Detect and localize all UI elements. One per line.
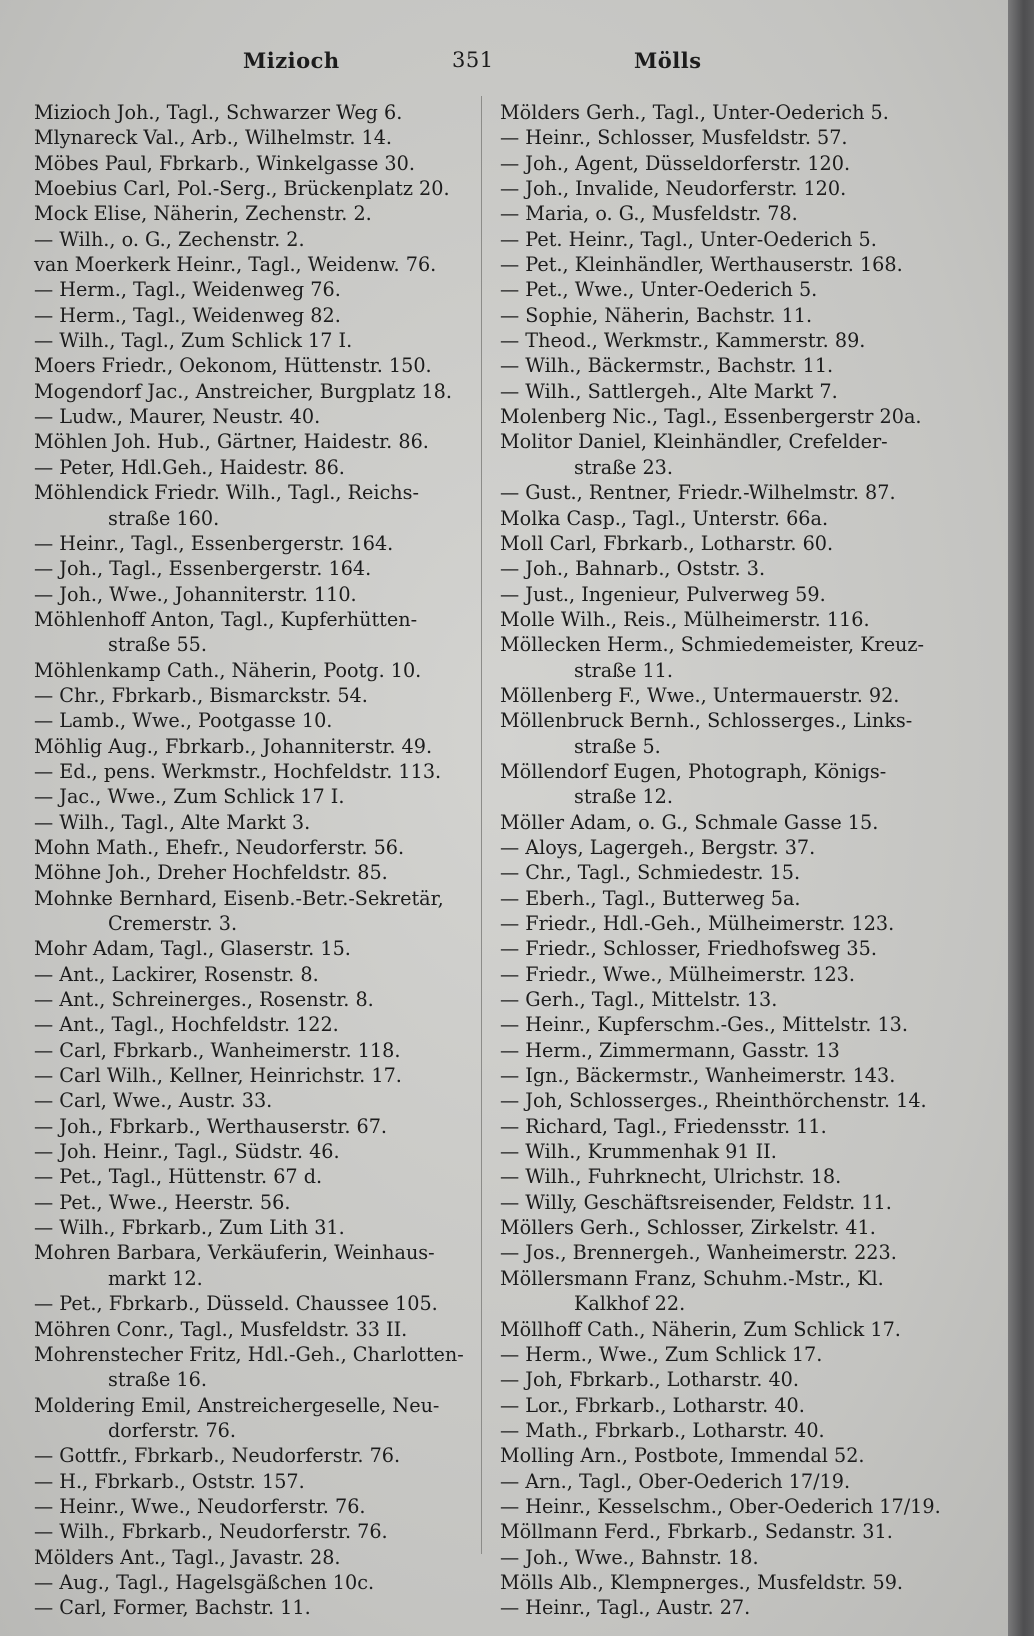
entry-continuation: straße 11. [574,658,673,682]
header-left-keyword: Mizioch [243,48,340,73]
entry-text: — Carl, Former, Bachstr. 11. [34,1596,311,1620]
entry-text: — Heinr., Kesselschm., Ober-Oederich 17/19. [500,1494,941,1518]
entry-text: Möllenberg F., Wwe., Untermauerstr. 92. [500,683,900,707]
page-number: 351 [452,48,494,72]
directory-entry [500,1139,940,1164]
directory-entry [500,1418,940,1443]
entry-text: — Joh., Tagl., Essenbergerstr. 164. [34,557,372,581]
directory-entry [34,683,474,708]
directory-entry [34,1494,474,1519]
entry-text: — Pet., Kleinhändler, Werthauserstr. 168. [500,253,903,277]
entry-text: — Math., Fbrkarb., Lotharstr. 40. [500,1418,825,1442]
entry-text: — Gust., Rentner, Friedr.-Wilhelmstr. 87. [500,481,896,505]
entry-text: van Moerkerk Heinr., Tagl., Weidenw. 76. [34,253,437,277]
directory-entry [34,1088,474,1113]
entry-continuation: Kalkhof 22. [574,1292,686,1316]
directory-entry [500,1266,940,1317]
entry-text: Molitor Daniel, Kleinhändler, Crefelder- [500,430,888,454]
entry-continuation: straße 5. [574,734,661,758]
directory-entry [34,962,474,987]
entry-text: — Wilh., Fuhrknecht, Ulrichstr. 18. [500,1165,842,1189]
entry-text: — Gerh., Tagl., Mittelstr. 13. [500,988,778,1012]
entry-text: — Jac., Wwe., Zum Schlick 17 I. [34,785,345,809]
directory-entry [500,759,940,810]
entry-text: — Carl, Wwe., Austr. 33. [34,1089,273,1113]
entry-text: — Ign., Bäckermstr., Wanheimerstr. 143. [500,1064,896,1088]
directory-entry [34,1114,474,1139]
directory-entry [500,835,940,860]
entry-text: — Peter, Hdl.Geh., Haidestr. 86. [34,455,345,479]
directory-entry [500,607,940,632]
directory-entry [500,962,940,987]
directory-entry [34,886,474,937]
entry-text: — Heinr., Wwe., Neudorferstr. 76. [34,1494,366,1518]
directory-entry [500,1240,940,1265]
directory-entry [34,582,474,607]
directory-entry [500,1519,940,1544]
directory-entry [34,379,474,404]
directory-entry [500,1114,940,1139]
entry-text: — Joh, Schlosserges., Rheinthörchenstr. 14. [500,1089,927,1113]
entry-text: — Heinr., Tagl., Austr. 27. [500,1596,751,1620]
entry-text: — Pet. Heinr., Tagl., Unter-Oederich 5. [500,227,877,251]
directory-entry [500,252,940,277]
directory-entry [500,353,940,378]
directory-entry [34,759,474,784]
directory-entry [34,1393,474,1444]
directory-entry [500,125,940,150]
entry-text: Möllmann Ferd., Fbrkarb., Sedanstr. 31. [500,1520,893,1544]
directory-entry [500,911,940,936]
entry-text: — Gottfr., Fbrkarb., Neudorferstr. 76. [34,1444,401,1468]
directory-entry [34,531,474,556]
right-column [500,100,940,1621]
entry-text: — Heinr., Schlosser, Musfeldstr. 57. [500,126,848,150]
entry-text: — Carl, Fbrkarb., Wanheimerstr. 118. [34,1038,401,1062]
entry-continuation: markt 12. [108,1266,203,1290]
entry-text: — Aloys, Lagergeh., Bergstr. 37. [500,835,816,859]
page-header [0,48,1008,88]
directory-entry [500,1494,940,1519]
entry-text: — Joh., Agent, Düsseldorferstr. 120. [500,151,851,175]
directory-entry [500,708,940,759]
entry-text: — Joh., Wwe., Johanniterstr. 110. [34,582,357,606]
directory-entry [34,328,474,353]
directory-entry [34,1595,474,1620]
entry-text: — Wilh., Tagl., Alte Markt 3. [34,810,311,834]
directory-entry [34,1291,474,1316]
entry-text: — Herm., Tagl., Weidenweg 82. [34,303,341,327]
directory-entry [34,404,474,429]
directory-entry [34,252,474,277]
directory-entry [500,1443,940,1468]
entry-text: Möllers Gerh., Schlosser, Zirkelstr. 41. [500,1216,876,1240]
directory-entry [34,835,474,860]
entry-text: Mlynareck Val., Arb., Wilhelmstr. 14. [34,126,393,150]
directory-entry [34,303,474,328]
directory-entry [34,1240,474,1291]
directory-entry [500,1595,940,1620]
entry-text: — Joh., Fbrkarb., Werthauserstr. 67. [34,1114,388,1138]
directory-entry [500,506,940,531]
entry-text: — Wilh., Fbrkarb., Neudorferstr. 76. [34,1520,388,1544]
directory-entry [34,1190,474,1215]
directory-entry [34,1164,474,1189]
directory-entry [34,201,474,226]
entry-text: — Lamb., Wwe., Pootgasse 10. [34,709,333,733]
directory-entry [500,1545,940,1570]
entry-text: Moebius Carl, Pol.-Serg., Brückenplatz 20. [34,177,450,201]
entry-text: — Pet., Fbrkarb., Düsseld. Chaussee 105. [34,1292,438,1316]
entry-text: Mohr Adam, Tagl., Glaserstr. 15. [34,937,351,961]
directory-entry [500,936,940,961]
entry-text: Möhren Conr., Tagl., Musfeldstr. 33 II. [34,1317,408,1341]
directory-entry [500,1469,940,1494]
entry-text: — Wilh., o. G., Zechenstr. 2. [34,227,305,251]
directory-entry [500,683,940,708]
directory-entry [34,353,474,378]
directory-entry [500,1215,940,1240]
directory-entry [34,1570,474,1595]
entry-text: Möllendorf Eugen, Photograph, Königs- [500,759,887,783]
entry-text: Möllecken Herm., Schmiedemeister, Kreuz- [500,633,925,657]
entry-text: Molle Wilh., Reis., Mülheimerstr. 116. [500,607,870,631]
entry-text: — Jos., Brennergeh., Wanheimerstr. 223. [500,1241,897,1265]
directory-entry [500,886,940,911]
directory-entry [34,227,474,252]
directory-entry [34,860,474,885]
entry-continuation: Cremerstr. 3. [108,912,238,935]
column-divider [481,96,482,1554]
entry-text: — Eberh., Tagl., Butterweg 5a. [500,886,801,910]
directory-entry [500,1063,940,1088]
entry-text: Möhne Joh., Dreher Hochfeldstr. 85. [34,861,388,885]
directory-entry [34,810,474,835]
entry-text: — Maria, o. G., Musfeldstr. 78. [500,202,798,226]
directory-entry [500,1012,940,1037]
entry-text: — Ant., Tagl., Hochfeldstr. 122. [34,1013,339,1037]
directory-entry [500,404,940,429]
entry-continuation: straße 160. [108,506,220,530]
entry-text: Mizioch Joh., Tagl., Schwarzer Weg 6. [34,101,403,124]
directory-entry [500,531,940,556]
entry-text: — Wilh., Tagl., Zum Schlick 17 I. [34,329,353,353]
entry-text: Möllersmann Franz, Schuhm.-Mstr., Kl. [500,1266,884,1290]
entry-text: Möbes Paul, Fbrkarb., Winkelgasse 30. [34,151,415,175]
entry-text: — Ludw., Maurer, Neustr. 40. [34,405,321,429]
entry-text: — Joh., Invalide, Neudorferstr. 120. [500,177,847,201]
directory-entry [500,227,940,252]
entry-text: — Ed., pens. Werkmstr., Hochfeldstr. 113. [34,759,442,783]
directory-entry [500,379,940,404]
entry-text: — Joh, Fbrkarb., Lotharstr. 40. [500,1368,799,1392]
entry-text: — Herm., Wwe., Zum Schlick 17. [500,1342,823,1366]
directory-entry [34,734,474,759]
entry-text: — Pet., Tagl., Hüttenstr. 67 d. [34,1165,323,1189]
directory-entry [500,1317,940,1342]
entry-text: Mohrenstecher Fritz, Hdl.-Geh., Charlotten- [34,1342,464,1366]
directory-entry [500,100,940,125]
entry-text: — Just., Ingenieur, Pulverweg 59. [500,582,826,606]
entry-text: — Willy, Geschäftsreisender, Feldstr. 11. [500,1190,892,1214]
directory-entry [500,860,940,885]
entry-text: — Lor., Fbrkarb., Lotharstr. 40. [500,1393,805,1417]
entry-text: Moers Friedr., Oekonom, Hüttenstr. 150. [34,354,432,378]
entry-text: Molka Casp., Tagl., Unterstr. 66a. [500,506,829,530]
entry-text: Möllhoff Cath., Näherin, Zum Schlick 17. [500,1317,901,1341]
entry-text: Mohnke Bernhard, Eisenb.-Betr.-Sekretär, [34,886,444,910]
entry-text: Mohn Math., Ehefr., Neudorferstr. 56. [34,835,405,859]
directory-entry [34,607,474,658]
entry-continuation: straße 55. [108,633,207,657]
entry-text: — Friedr., Wwe., Mülheimerstr. 123. [500,962,855,986]
directory-entry [34,455,474,480]
entry-text: — Herm., Tagl., Weidenweg 76. [34,278,341,302]
entry-text: Mölls Alb., Klempnerges., Musfeldstr. 59. [500,1570,904,1594]
directory-entry [34,100,474,125]
entry-text: Möhlen Joh. Hub., Gärtner, Haidestr. 86. [34,430,429,454]
entry-text: — Ant., Lackirer, Rosenstr. 8. [34,962,319,986]
entry-text: — Aug., Tagl., Hagelsgäßchen 10c. [34,1570,375,1594]
entry-text: Molling Arn., Postbote, Immendal 52. [500,1444,865,1468]
directory-entry [34,1342,474,1393]
entry-text: — Wilh., Bäckermstr., Bachstr. 11. [500,354,834,378]
directory-entry [34,429,474,454]
entry-text: Möhlenkamp Cath., Näherin, Pootg. 10. [34,658,422,682]
directory-entry [500,429,940,480]
entry-text: Möhlig Aug., Fbrkarb., Johanniterstr. 49. [34,734,433,758]
directory-entry [500,1367,940,1392]
entry-text: Molenberg Nic., Tagl., Essenbergerstr 20a. [500,405,922,429]
entry-text: Möhlenhoff Anton, Tagl., Kupferhütten- [34,607,418,631]
directory-entry [34,708,474,733]
entry-text: Moll Carl, Fbrkarb., Lotharstr. 60. [500,531,834,555]
directory-entry [34,1139,474,1164]
entry-text: Mohren Barbara, Verkäuferin, Weinhaus- [34,1241,435,1265]
directory-entry [500,328,940,353]
directory-entry [500,632,940,683]
entry-text: — Heinr., Tagl., Essenbergerstr. 164. [34,531,394,555]
entry-text: — Pet., Wwe., Unter-Oederich 5. [500,278,818,302]
entry-text: — Theod., Werkmstr., Kammerstr. 89. [500,329,866,353]
entry-text: — Ant., Schreinerges., Rosenstr. 8. [34,988,374,1012]
directory-entry [500,1038,940,1063]
entry-text: — Friedr., Hdl.-Geh., Mülheimerstr. 123. [500,912,895,935]
entry-text: — Carl Wilh., Kellner, Heinrichstr. 17. [34,1064,402,1088]
directory-entry [500,176,940,201]
entry-text: Mölders Gerh., Tagl., Unter-Oederich 5. [500,101,889,124]
entry-text: — Wilh., Krummenhak 91 II. [500,1140,777,1164]
directory-entry [500,556,940,581]
directory-entry [34,480,474,531]
directory-entry [500,151,940,176]
directory-entry [34,784,474,809]
entry-text: Mölders Ant., Tagl., Javastr. 28. [34,1545,341,1569]
entry-text: Möller Adam, o. G., Schmale Gasse 15. [500,810,879,834]
directory-entry [34,125,474,150]
directory-entry [500,480,940,505]
directory-entry [500,1190,940,1215]
entry-text: — Friedr., Schlosser, Friedhofsweg 35. [500,937,877,961]
directory-entry [34,1215,474,1240]
entry-text: Mock Elise, Näherin, Zechenstr. 2. [34,202,372,226]
directory-entry [34,176,474,201]
directory-entry [34,277,474,302]
directory-entry [34,1063,474,1088]
directory-entry [34,1443,474,1468]
directory-entry [500,1088,940,1113]
left-column [34,100,474,1621]
directory-entry [500,582,940,607]
entry-text: Moldering Emil, Anstreichergeselle, Neu- [34,1393,440,1417]
directory-entry [500,303,940,328]
entry-text: — Joh., Wwe., Bahnstr. 18. [500,1545,759,1569]
directory-entry [34,151,474,176]
entry-text: Möhlendick Friedr. Wilh., Tagl., Reichs- [34,481,419,505]
entry-continuation: dorferstr. 76. [108,1418,236,1442]
entry-text: — Pet., Wwe., Heerstr. 56. [34,1190,291,1214]
entry-continuation: straße 12. [574,785,673,809]
directory-entry [34,556,474,581]
entry-text: — Richard, Tagl., Friedensstr. 11. [500,1114,827,1138]
entry-text: Möllenbruck Bernh., Schlosserges., Links- [500,709,913,733]
entry-text: — Joh., Bahnarb., Oststr. 3. [500,557,766,581]
directory-entry [500,1164,940,1189]
entry-text: — Heinr., Kupferschm.-Ges., Mittelstr. 13. [500,1013,908,1037]
directory-entry [500,1570,940,1595]
directory-entry [34,1469,474,1494]
directory-entry [34,658,474,683]
entry-continuation: straße 23. [574,455,673,479]
directory-entry [500,810,940,835]
directory-entry [500,987,940,1012]
entry-text: — Chr., Fbrkarb., Bismarckstr. 54. [34,683,368,707]
entry-continuation: straße 16. [108,1368,207,1392]
header-right-keyword: Mölls [634,48,702,73]
page-edge [1008,0,1034,1636]
entry-text: — Wilh., Sattlergeh., Alte Markt 7. [500,379,838,403]
directory-entry [34,1317,474,1342]
directory-entry [500,1342,940,1367]
entry-text: — Joh. Heinr., Tagl., Südstr. 46. [34,1140,340,1164]
directory-entry [34,936,474,961]
directory-entry [34,1038,474,1063]
entry-text: — Chr., Tagl., Schmiedestr. 15. [500,861,801,885]
entry-text: Mogendorf Jac., Anstreicher, Burgplatz 18. [34,379,452,403]
directory-entry [500,277,940,302]
directory-entry [500,1393,940,1418]
directory-entry [34,1519,474,1544]
entry-text: — Arn., Tagl., Ober-Oederich 17/19. [500,1469,851,1493]
directory-entry [34,987,474,1012]
entry-text: — Herm., Zimmermann, Gasstr. 13 [500,1038,840,1062]
directory-entry [34,1545,474,1570]
entry-text: — H., Fbrkarb., Oststr. 157. [34,1469,305,1493]
entry-text: — Sophie, Näherin, Bachstr. 11. [500,303,813,327]
entry-text: — Wilh., Fbrkarb., Zum Lith 31. [34,1216,345,1240]
directory-entry [34,1012,474,1037]
directory-entry [500,201,940,226]
